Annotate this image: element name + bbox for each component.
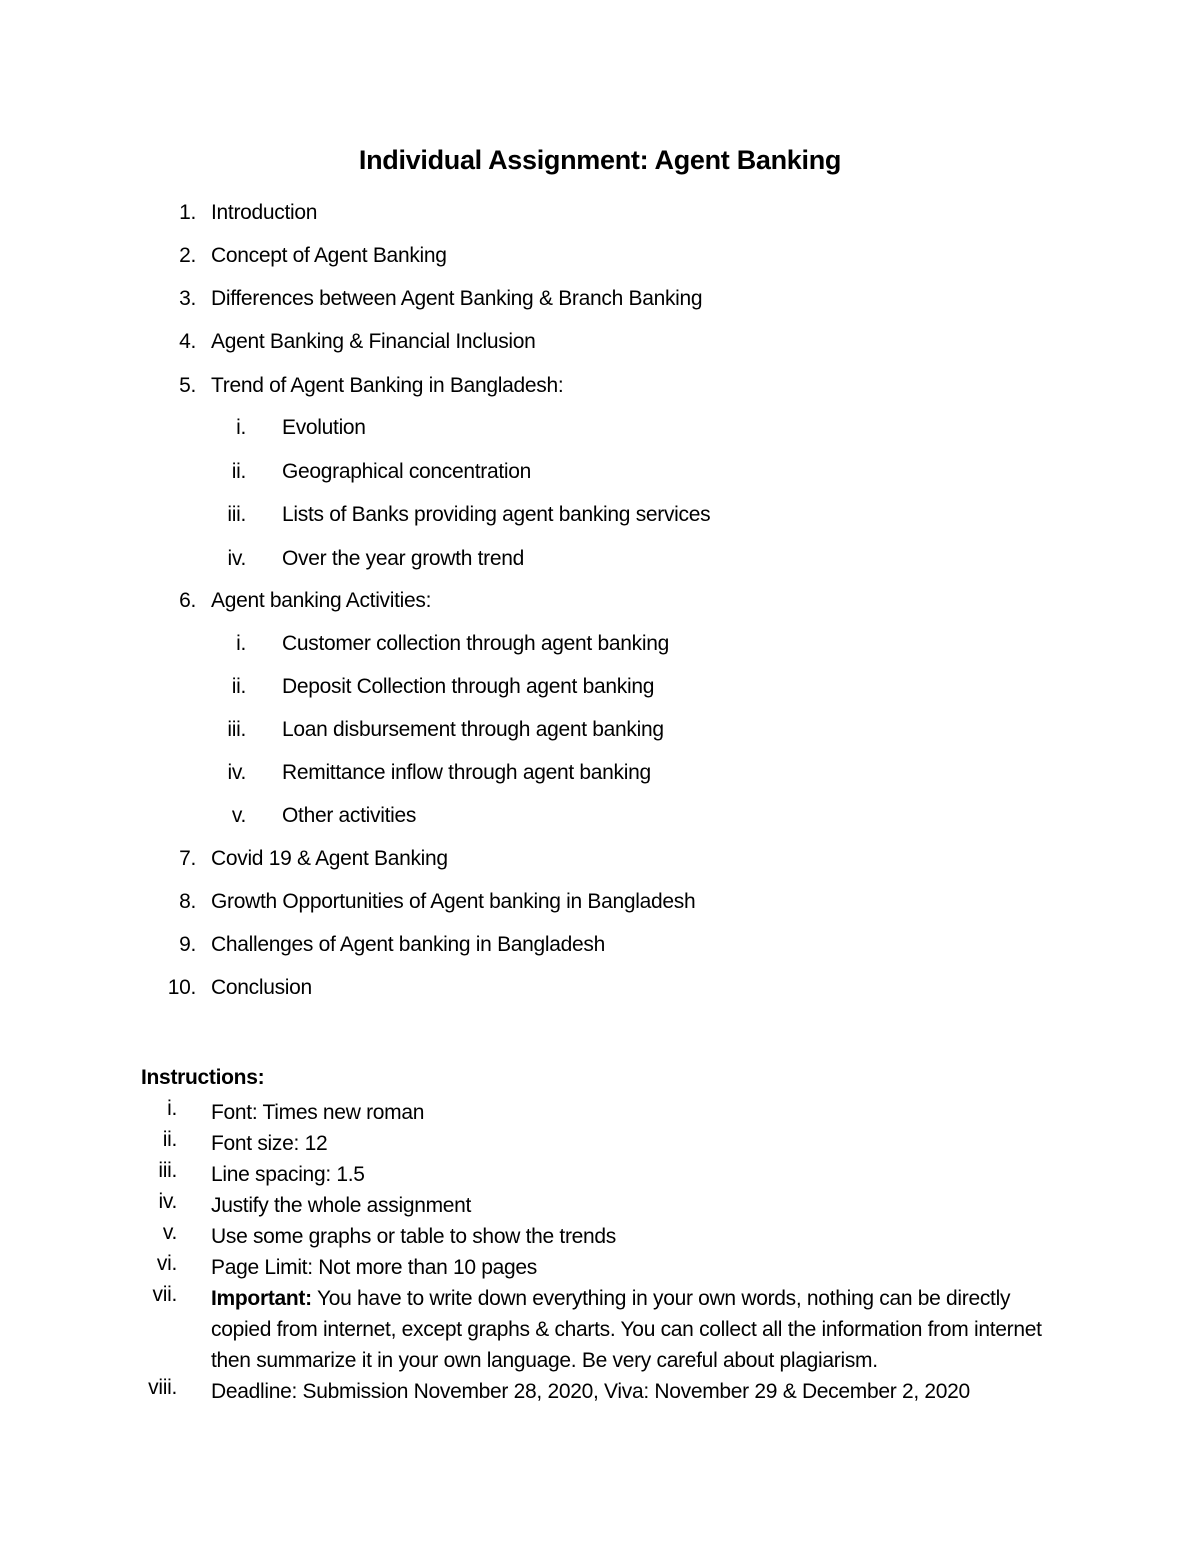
outline-item-number: i. — [236, 632, 246, 655]
instruction-number: vi. — [156, 1252, 177, 1275]
outline-item-number: 1. — [179, 201, 196, 224]
outline-item-number: 8. — [179, 890, 196, 913]
outline-item-text: Growth Opportunities of Agent banking in Bangladesh — [211, 890, 696, 913]
outline-item-text: Other activities — [282, 804, 417, 827]
instruction-text: Font: Times new roman — [211, 1101, 425, 1124]
outline-item-text: Concept of Agent Banking — [211, 244, 447, 267]
outline-item-text: Remittance inflow through agent banking — [282, 761, 651, 784]
outline-item-text: Differences between Agent Banking & Branch Banking — [211, 287, 703, 310]
instruction-text — [211, 1283, 1071, 1376]
outline-item-number: iv. — [227, 547, 246, 570]
outline-item-number: 7. — [179, 847, 196, 870]
outline-item-text: Customer collection through agent banking — [282, 632, 669, 655]
outline-item-number: iv. — [227, 761, 246, 784]
outline-item-number: 6. — [179, 589, 196, 612]
outline-item-number: iii. — [227, 718, 246, 741]
instruction-body: You have to write down everything in your own words, nothing can be directly copied from internet, except graphs & charts. You can collect all the information from internet then summarize it in your own language. Be very careful about plagiarism. — [211, 1287, 1042, 1372]
outline-item-text: Evolution — [282, 416, 366, 439]
instruction-number: iv. — [158, 1190, 177, 1213]
outline-item-number: 3. — [179, 287, 196, 310]
outline-item-text: Introduction — [211, 201, 318, 224]
outline-item-text: Covid 19 & Agent Banking — [211, 847, 448, 870]
outline-item-text: Challenges of Agent banking in Bangladesh — [211, 933, 606, 956]
outline-item-text: Deposit Collection through agent banking — [282, 675, 655, 698]
outline-item-text: Trend of Agent Banking in Bangladesh: — [211, 374, 564, 397]
document-title: Individual Assignment: Agent Banking — [358, 145, 842, 175]
instruction-text: Font size: 12 — [211, 1132, 328, 1155]
outline-item-text: Lists of Banks providing agent banking services — [282, 503, 711, 526]
instruction-text: Use some graphs or table to show the trends — [211, 1225, 616, 1248]
instruction-number: ii. — [162, 1128, 177, 1151]
instruction-text: Line spacing: 1.5 — [211, 1163, 365, 1186]
outline-item-text: Geographical concentration — [282, 460, 532, 483]
instruction-number: vii. — [152, 1283, 177, 1306]
instruction-number: iii. — [158, 1159, 177, 1182]
outline-item-number: 5. — [179, 374, 196, 397]
outline-item-number: ii. — [231, 460, 246, 483]
outline-item-text: Agent Banking & Financial Inclusion — [211, 330, 536, 353]
outline-item-text: Over the year growth trend — [282, 547, 524, 570]
outline-item-number: i. — [236, 416, 246, 439]
outline-item-number: 4. — [179, 330, 196, 353]
instruction-text: Justify the whole assignment — [211, 1194, 472, 1217]
outline-item-number: iii. — [227, 503, 246, 526]
outline-item-number: 2. — [179, 244, 196, 267]
outline-item-text: Agent banking Activities: — [211, 589, 432, 612]
instruction-text: Deadline: Submission November 28, 2020, Viva: November 29 & December 2, 2020 — [211, 1380, 970, 1403]
outline-item-text: Loan disbursement through agent banking — [282, 718, 664, 741]
instruction-number: i. — [167, 1097, 177, 1120]
outline-item-number: 10. — [167, 976, 196, 999]
outline-item-text: Conclusion — [211, 976, 312, 999]
instruction-bold-label: Important: — [211, 1287, 312, 1310]
instruction-text: Page Limit: Not more than 10 pages — [211, 1256, 537, 1279]
outline-item-number: 9. — [179, 933, 196, 956]
instructions-heading: Instructions: — [141, 1066, 265, 1089]
outline-item-number: ii. — [231, 675, 246, 698]
instruction-number: viii. — [148, 1376, 177, 1399]
instruction-number: v. — [162, 1221, 177, 1244]
outline-item-number: v. — [231, 804, 246, 827]
